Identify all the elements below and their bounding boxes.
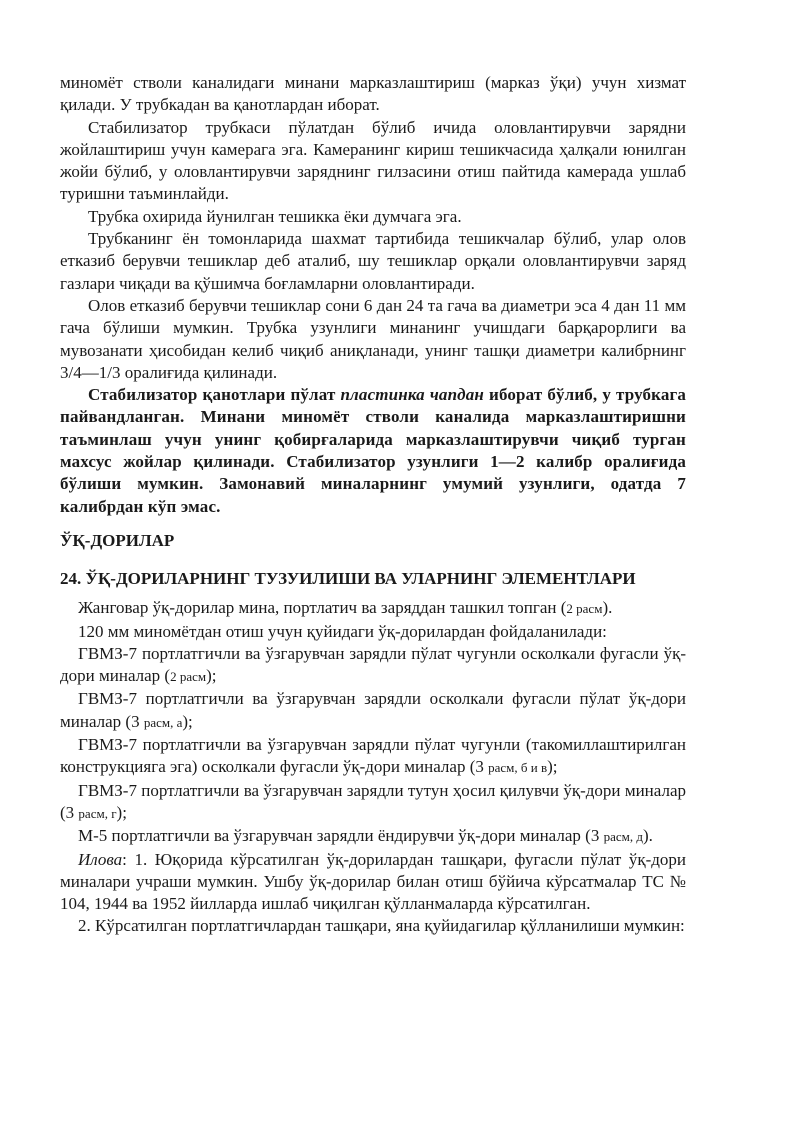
figure-ref: 2 расм [566,601,603,617]
paragraph: Олов етказиб берувчи тешиклар сони 6 дан 24 та гача ва диаметри эса 4 дан 11 мм гача бўлиши мумкин. Трубка узунлиги минанинг учишдаги барқарорлиги ва мувозанати ҳисобидан келиб чиқиб аниқланади, унинг ташқи диаметри калибрнинг 3/4—1/3 оралиғида қилинади. [60,295,686,382]
document-page [60,72,686,938]
paragraph: миномёт стволи каналидаги минани марказлаштириш (марказ ўқи) учун хизмат қилади. У трубкадан ва қанотлардан иборат. [60,73,686,115]
italic-text: пластинка чапдан [340,385,484,405]
note-text: : 1. Юқорида кўрсатилган ўқ-дорилардан ташқари, фугасли пўлат ўқ-дори миналари учраши мумкин. Ушбу ўқ-дорилар билан отиш бўйича кўрсатмалар ТС № 104, 1944 ва 1952 йилларда ишлаб чиқилган қўлланмаларда кўрсатилган. [60,849,686,914]
list-item: ГВМЗ-7 портлатгичли ва ўзгарувчан зарядли тутун ҳосил қилувчи ўқ-дори миналар (3 расм, г); [60,780,686,822]
note-label: Илова [78,849,123,869]
list-item: Жанговар ўқ-дорилар мина, портлатич ва заряддан ташкил топган (2 расм). [78,598,613,618]
paragraph: Трубка охирида йунилган тешикка ёки думчага эга. [88,206,462,226]
figure-ref: расм, б и в [488,760,548,776]
note-paragraph [60,849,686,916]
figure-ref: расм, д [603,829,643,845]
list-item: 120 мм миномётдан отиш учун қуйидаги ўқ-дорилардан фойдаланилади: [78,621,607,641]
figure-ref: расм, г [78,805,117,821]
list-item: ГВМЗ-7 портлатгичли ва ўзгарувчан зарядли пўлат чугунли (такомиллаштирилган конструкцияга эга) осколкали фугасли ўқ-дори миналар (3 расм, б и в); [60,735,686,777]
list-item: ГВМЗ-7 портлатгичли ва ўзгарувчан зарядли пўлат чугунли осколкали фугасли ўқ-дори миналар (2 расм); [60,643,686,686]
list-item: М-5 портлатгичли ва ўзгарувчан зарядли ёндирувчи ўқ-дори миналар (3 расм, д). [78,826,653,846]
bold-paragraph [60,384,686,518]
paragraph: Стабилизатор трубкаси пўлатдан бўлиб ичида оловлантирувчи зарядни жойлаштириш учун камерага эга. Камеранинг кириш тешикчасида ҳалқали юнилган жойи бўлиб, у оловлантирувчи заряднинг гилзасини отиш пайтида камерада ушлаб туришни таъминлайди. [60,117,686,204]
bold-text: иборат бўлиб, у трубкага пайвандланган. Минани миномёт стволи каналида марказлаштиришни таъминлаш учун унинг қобирғаларида марказлаштирувчи чиқиб турган махсус жойлар қилинади. Стабилизатор узунлиги 1—2 калибр оралиғида бўлиши мумкин. Замонавий миналарнинг умумий узунлиги, одатда 7 калибрдан кўп эмас. [60,385,687,516]
paragraph: 2. Кўрсатилган портлатгичлардан ташқари, яна қуйидагилар қўлланилиши мумкин: [78,916,685,936]
bold-text: Стабилизатор қанотлари пўлат [88,385,341,405]
chapter-title: ЎҚ-ДОРИЛАР [60,530,175,550]
list-item: ГВМЗ-7 портлатгичли ва ўзгарувчан зарядли осколкали фугасли пўлат ўқ-дори миналар (3 расм, а); [60,689,686,731]
figure-ref: расм, а [143,714,183,730]
paragraph: Трубканинг ён томонларида шахмат тартибида тешикчалар бўлиб, улар олов етказиб берувчи тешиклар деб аталиб, шу тешиклар орқали оловлантирувчи заряд газлари чиқади ва қўшимча боғламларни оловлантиради. [60,229,686,293]
section-title: 24. ЎҚ-ДОРИЛАРНИНГ ТУЗУИЛИШИ ВА УЛАРНИНГ ЭЛЕМЕНТЛАРИ [60,569,636,589]
figure-ref: 2 расм [170,669,207,685]
